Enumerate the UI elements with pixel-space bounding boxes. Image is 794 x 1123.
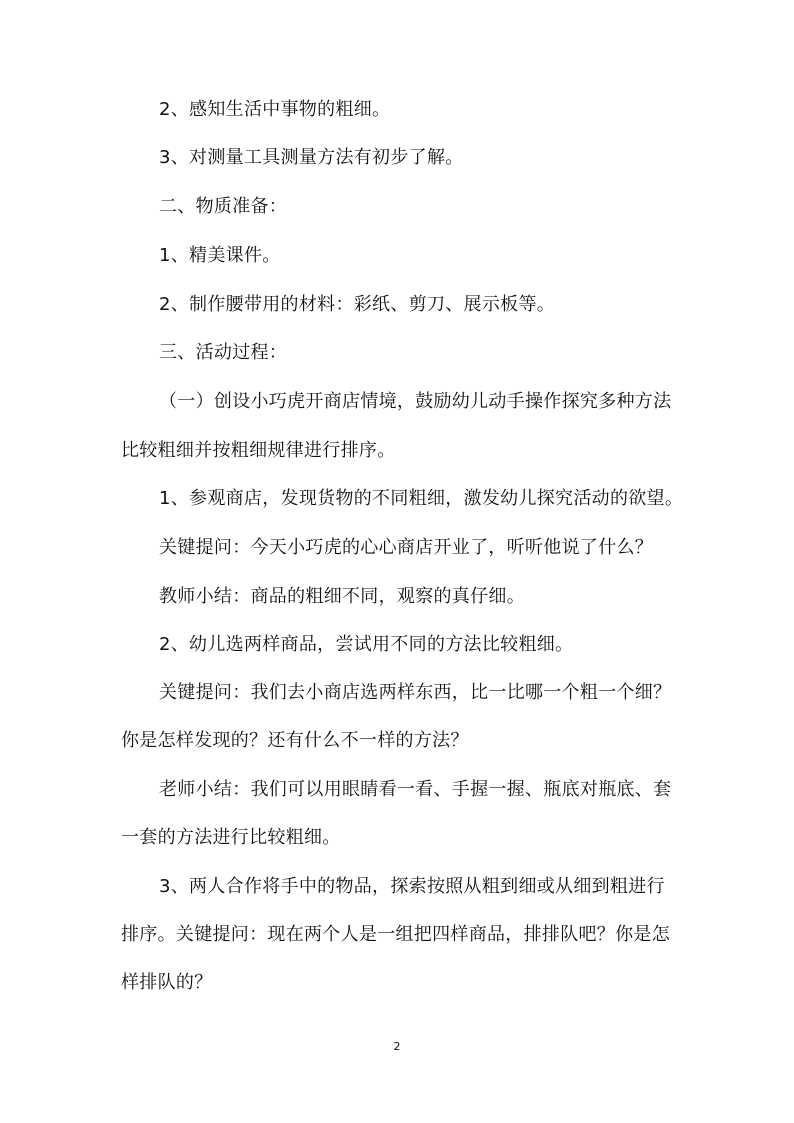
paragraph-line: 1、参观商店，发现货物的不同粗细，激发幼儿探究活动的欲望。 (159, 488, 684, 509)
page-number: 2 (393, 1040, 401, 1053)
section-heading: 二、物质准备： (159, 196, 288, 217)
paragraph-line: 关键提问：我们去小商店选两样东西，比一比哪一个粗一个细？ (159, 682, 672, 703)
paragraph-line: 教师小结：商品的粗细不同，观察的真仔细。 (159, 586, 525, 607)
paragraph-line: 3、两人合作将手中的物品，探索按照从粗到细或从细到粗进行 (159, 876, 665, 897)
paragraph-line: 样排队的？ (121, 972, 213, 993)
paragraph-line: 2、制作腰带用的材料：彩纸、剪刀、展示板等。 (159, 294, 556, 315)
paragraph-line: 1、精美课件。 (159, 245, 281, 266)
paragraph-line: 3、对测量工具测量方法有初步了解。 (159, 147, 464, 168)
paragraph-line: 你是怎样发现的？还有什么不一样的方法？ (121, 730, 469, 751)
paragraph-line: 关键提问：今天小巧虎的心心商店开业了，听听他说了什么？ (159, 537, 654, 558)
section-heading: 三、活动过程： (159, 342, 288, 363)
paragraph-line: 2、幼儿选两样商品，尝试用不同的方法比较粗细。 (159, 634, 574, 655)
paragraph-line: 老师小结：我们可以用眼睛看一看、手握一握、瓶底对瓶底、套 (159, 779, 672, 800)
paragraph-line: 一套的方法进行比较粗细。 (121, 827, 341, 848)
paragraph-line: （一）创设小巧虎开商店情境，鼓励幼儿动手操作探究多种方法 (159, 391, 672, 412)
paragraph-line: 排序。关键提问：现在两个人是一组把四样商品，排排队吧？你是怎 (121, 924, 670, 945)
paragraph-line: 比较粗细并按粗细规律进行排序。 (121, 440, 396, 461)
paragraph-line: 2、感知生活中事物的粗细。 (159, 99, 391, 120)
